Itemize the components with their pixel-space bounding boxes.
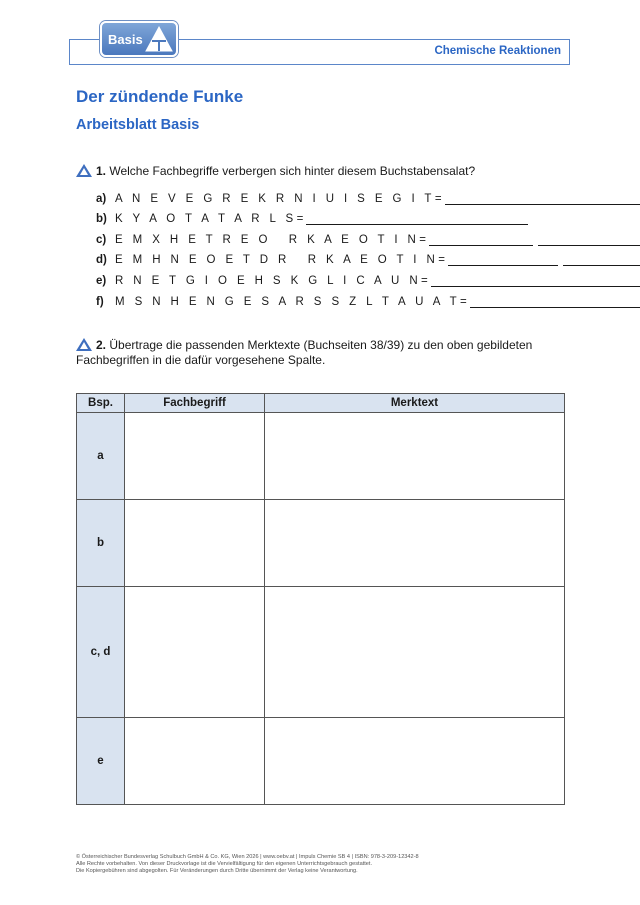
scrambled-letters: E M X H E T R E O: [115, 234, 271, 246]
scrambled-letters: A N E V E G R E K R N I U I S E G I T: [115, 193, 435, 205]
fachbegriff-cell[interactable]: [125, 718, 265, 805]
logo-text: Basis: [108, 32, 143, 47]
answer-line-2[interactable]: [538, 233, 640, 246]
footer-line: © Österreichischer Bundesverlag Schulbuch GmbH & Co. KG, Wien 2026 | www.oebv.at | Impuls Chemie SB 4 | ISBN: 978-3-209-12342-8: [76, 854, 419, 860]
equals-sign: =: [434, 193, 442, 205]
pyramid-icon: [145, 25, 173, 53]
task-2-instruction: [76, 338, 566, 368]
merktext-cell[interactable]: [265, 718, 565, 805]
row-label: c): [96, 234, 107, 246]
fachbegriff-cell[interactable]: [125, 587, 265, 718]
table-row: [77, 413, 565, 500]
table-header-row: [77, 394, 565, 413]
task-2-text: Übertrage die passenden Merktexte (Buchseiten 38/39) zu den oben gebildeten Fachbegriffen in die dafür vorgesehene Spalte.: [76, 338, 533, 367]
table-row: [77, 718, 565, 805]
scrambled-letters: K Y A O T A T A R L S: [115, 213, 297, 225]
page-title: Der zündende Funke: [76, 87, 244, 106]
table-row: [77, 500, 565, 587]
row-label: e): [96, 275, 107, 287]
answer-line[interactable]: [306, 212, 528, 225]
answer-table: [76, 393, 565, 805]
scramble-row-b: [96, 209, 528, 225]
answer-line[interactable]: [445, 192, 640, 205]
difficulty-icon: [76, 164, 92, 177]
chapter-title: Chemische Reaktionen: [434, 45, 561, 57]
answer-line[interactable]: [448, 253, 558, 266]
equals-sign: =: [438, 254, 445, 266]
difficulty-icon: [76, 338, 92, 351]
merktext-cell[interactable]: [265, 587, 565, 718]
row-label: a): [96, 193, 107, 205]
footer-line: Die Kopiergebühren sind abgegolten. Für Veränderungen durch Dritte übernimmt der Verlag keine Verantwortung.: [76, 868, 358, 874]
scramble-row-c: [96, 230, 640, 246]
scrambled-letters: M S N H E N G E S A R S S Z L T A U A T: [115, 296, 461, 308]
row-key: e: [77, 718, 125, 805]
equals-sign: =: [460, 296, 467, 308]
basis-logo: [100, 21, 178, 57]
copyright-footer: [76, 854, 419, 875]
fachbegriff-cell[interactable]: [125, 500, 265, 587]
scramble-row-d: [96, 250, 640, 266]
page-subtitle: Arbeitsblatt Basis: [76, 117, 200, 133]
merktext-cell[interactable]: [265, 413, 565, 500]
scramble-row-f: [96, 292, 640, 308]
row-key: b: [77, 500, 125, 587]
equals-sign: =: [419, 234, 426, 246]
row-key: c, d: [77, 587, 125, 718]
table-row: [77, 587, 565, 718]
footer-line: Alle Rechte vorbehalten. Von dieser Druckvorlage ist die Vervielfältigung für den eigenen Unterrichtsgebrauch gestattet.: [76, 861, 373, 867]
scrambled-letters-2: R K A E O T I N: [288, 234, 420, 246]
row-label: b): [96, 213, 107, 225]
answer-line-2[interactable]: [563, 253, 640, 266]
task-2-number: 2.: [96, 338, 107, 352]
row-label: d): [96, 254, 107, 266]
col-header-bsp: Bsp.: [77, 394, 125, 413]
equals-sign: =: [296, 213, 304, 225]
row-key: a: [77, 413, 125, 500]
answer-line[interactable]: [429, 233, 533, 246]
answer-line[interactable]: [431, 274, 640, 287]
task-1-instruction: [76, 164, 566, 179]
fachbegriff-cell[interactable]: [125, 413, 265, 500]
col-header-fachbegriff: Fachbegriff: [125, 394, 265, 413]
task-1-number: 1.: [96, 164, 107, 178]
scramble-row-a: [96, 189, 640, 205]
equals-sign: =: [421, 275, 428, 287]
merktext-cell[interactable]: [265, 500, 565, 587]
scramble-row-e: [96, 271, 640, 287]
row-label: f): [96, 296, 104, 308]
scrambled-letters: E M H N E O E T D R: [115, 254, 290, 266]
col-header-merktext: Merktext: [265, 394, 565, 413]
scrambled-letters-2: R K A E O T I N: [307, 254, 439, 266]
scrambled-letters: R N E T G I O E H S K G L I C A U N: [115, 275, 422, 287]
task-1-text: Welche Fachbegriffe verbergen sich hinter diesem Buchstabensalat?: [109, 164, 476, 178]
answer-line[interactable]: [470, 295, 640, 308]
